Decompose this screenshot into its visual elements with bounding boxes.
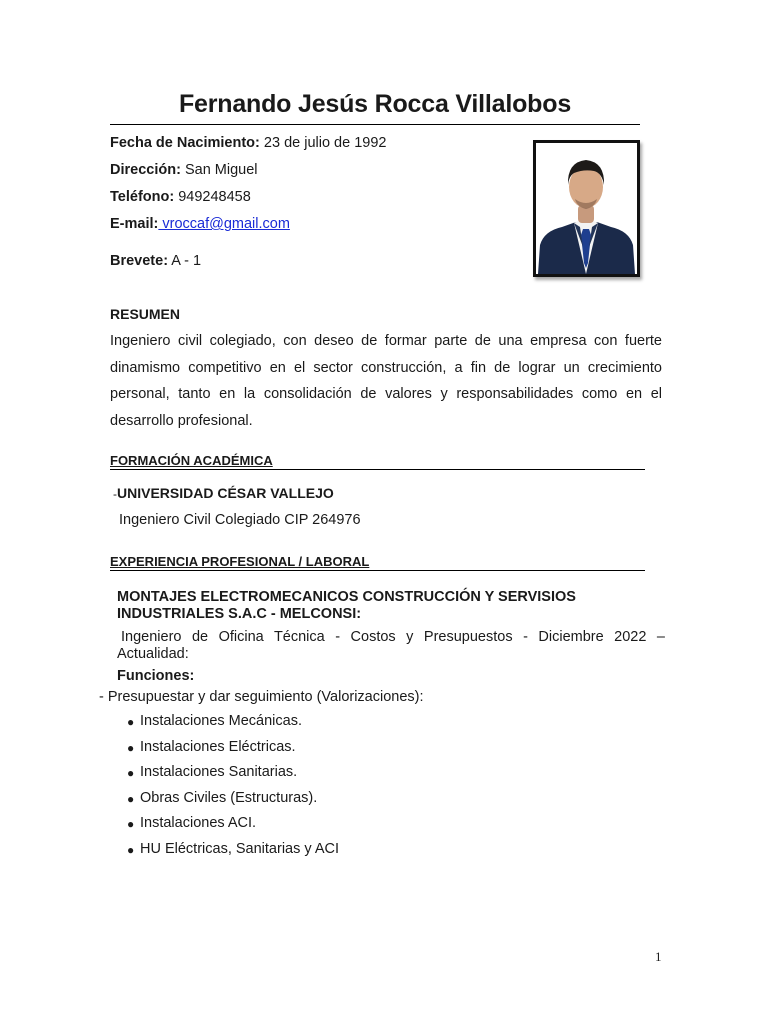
- phone-value: 949248458: [178, 189, 251, 205]
- license-label: Brevete:: [110, 253, 169, 269]
- university-name: UNIVERSIDAD CÉSAR VALLEJO: [117, 485, 334, 501]
- company-name: MONTAJES ELECTROMECANICOS CONSTRUCCIÓN Y SERVISIOS INDUSTRIALES S.A.C - MELCONSI:: [117, 589, 576, 622]
- job-role: [117, 629, 665, 663]
- education-title-text: FORMACIÓN ACADÉMICA: [110, 453, 273, 468]
- university-prefix: -: [113, 487, 117, 501]
- profile-photo: [533, 140, 640, 277]
- list-item-text: Obras Civiles (Estructuras).: [140, 789, 318, 806]
- list-item: [127, 841, 339, 867]
- experience-title: [110, 554, 645, 571]
- address-row: [110, 162, 258, 178]
- address-value: San Miguel: [184, 162, 258, 178]
- job-role-line-2: Actualidad:: [117, 646, 189, 662]
- list-item: [127, 713, 339, 739]
- email-link[interactable]: vroccaf@gmail.com: [158, 216, 290, 232]
- education-title: [110, 453, 645, 470]
- list-item-text: Instalaciones ACI.: [140, 815, 257, 832]
- job-role-line-1: Ingeniero de Oficina Técnica - Costos y Presupuestos - Diciembre 2022 –: [121, 629, 665, 645]
- email-label: E-mail:: [110, 216, 159, 232]
- license-row: [110, 253, 201, 269]
- list-item: [127, 815, 339, 841]
- list-item-text: HU Eléctricas, Sanitarias y ACI: [140, 840, 340, 857]
- university-row: [113, 485, 334, 501]
- birth-date-value: 23 de julio de 1992: [263, 135, 387, 151]
- page-number: 1: [655, 949, 662, 964]
- task-description: - Presupuestar y dar seguimiento (Valorizaciones):: [99, 689, 424, 705]
- list-item-text: Instalaciones Mecánicas.: [140, 713, 302, 729]
- bullet-icon: ●: [127, 766, 135, 781]
- candidate-name: Fernando Jesús Rocca Villalobos: [110, 90, 640, 125]
- license-value: A - 1: [171, 253, 202, 269]
- summary-text: Ingeniero civil colegiado, con deseo de formar parte de una empresa con fuerte dinamismo competitivo en el sector construcción, a fin de lograr un crecimiento personal, tanto en la consolidación de valores y responsabilidades como en el desarrollo profesional.: [110, 333, 662, 429]
- summary-title: RESUMEN: [110, 306, 181, 322]
- bullet-icon: ●: [127, 791, 135, 806]
- birth-date-label: Fecha de Nacimiento:: [110, 135, 260, 151]
- bullet-icon: ●: [127, 740, 135, 755]
- profile-photo-illustration: [536, 143, 637, 274]
- list-item: [127, 790, 339, 816]
- list-item: [127, 764, 339, 790]
- bullet-icon: ●: [127, 842, 135, 857]
- email-row: [110, 216, 290, 232]
- list-item: [127, 739, 339, 765]
- address-label: Dirección:: [110, 162, 181, 178]
- list-item-text: Instalaciones Eléctricas.: [140, 738, 296, 755]
- experience-title-text: EXPERIENCIA PROFESIONAL / LABORAL: [110, 554, 370, 569]
- bullet-icon: ●: [127, 817, 135, 832]
- birth-date-row: [110, 135, 386, 151]
- functions-label: Funciones:: [117, 668, 195, 684]
- function-list: [127, 713, 339, 867]
- phone-label: Teléfono:: [110, 189, 175, 205]
- list-item-text: Instalaciones Sanitarias.: [140, 764, 298, 781]
- bullet-icon: ●: [127, 715, 135, 729]
- phone-row: [110, 189, 251, 205]
- degree-text: Ingeniero Civil Colegiado CIP 264976: [119, 512, 361, 528]
